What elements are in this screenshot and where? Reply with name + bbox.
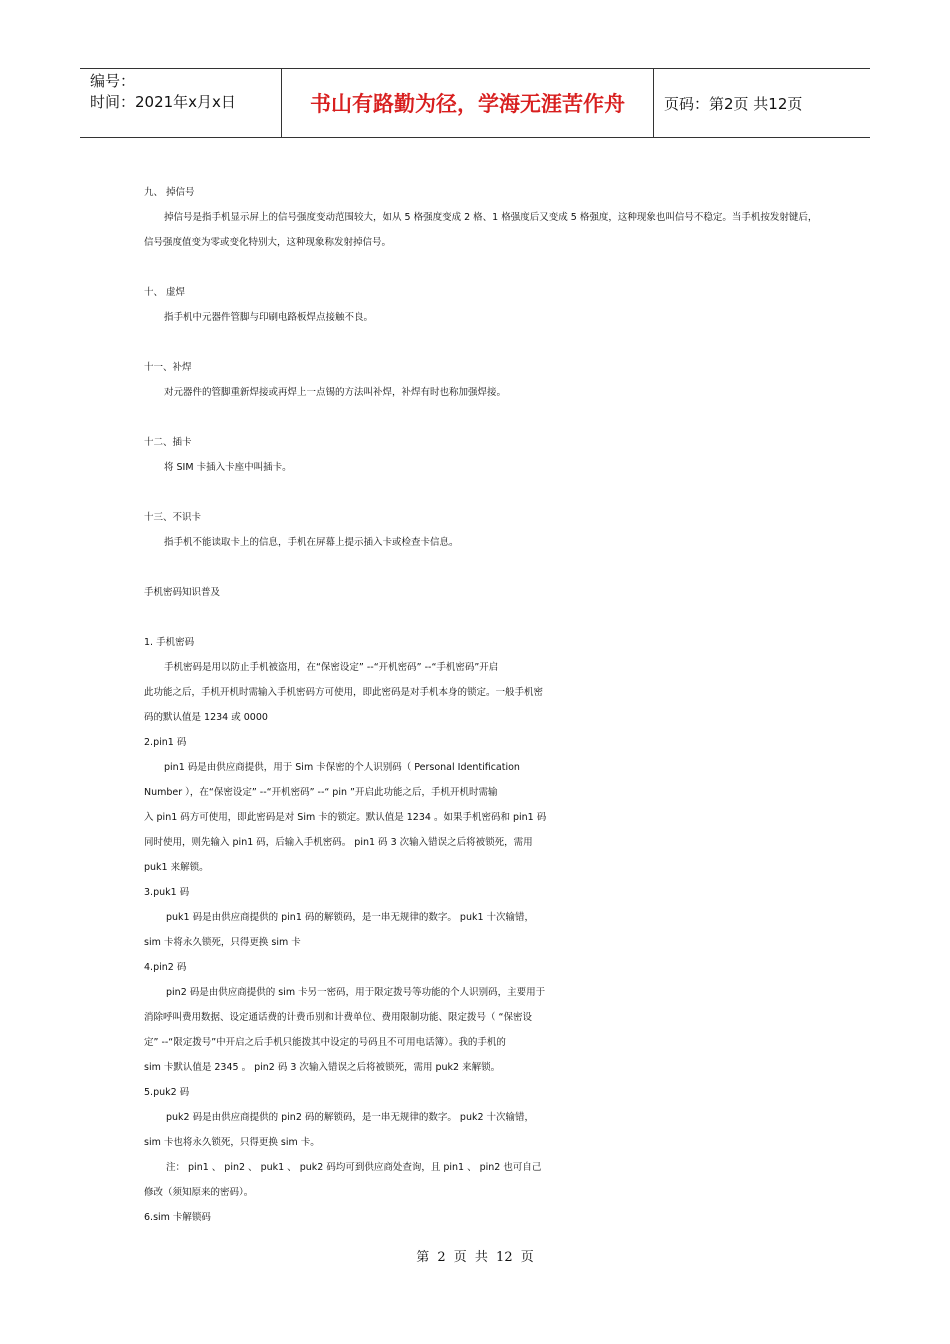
- text-line: 修改（须知原来的密码）。: [144, 1187, 254, 1198]
- header-motto: 书山有路勤为径，学海无涯苦作舟: [282, 69, 654, 137]
- header-meta: [80, 69, 282, 137]
- text-line: 十一、补焊: [144, 362, 192, 373]
- text-line: 消除呼叫费用数据、设定通话费的计费币别和计费单位、费用限制功能、限定拨号（ “保密设: [144, 1012, 532, 1023]
- text-line: 十二、插卡: [144, 437, 192, 448]
- doc-time: 时间：2021年x月x日: [90, 93, 236, 111]
- text-line: 手机密码知识普及: [144, 587, 221, 598]
- text-line: 此功能之后，手机开机时需输入手机密码方可使用，即此密码是对手机本身的锁定。一般手机密: [144, 687, 544, 698]
- text-line: pin1 码是由供应商提供，用于 Sim 卡保密的个人识别码（ Personal Identification: [164, 762, 520, 773]
- text-line: sim 卡默认值是 2345 。 pin2 码 3 次输入错误之后将被锁死，需用 puk2 来解锁。: [144, 1062, 501, 1073]
- blank-line: [144, 480, 824, 505]
- blank-line: [144, 330, 824, 355]
- text-line: 将 SIM 卡插入卡座中叫插卡。: [164, 462, 292, 473]
- text-line: sim 卡将永久锁死，只得更换 sim 卡: [144, 937, 301, 948]
- text-line: 手机密码是用以防止手机被盗用，在“保密设定” --“开机密码” --“手机密码”开启: [164, 662, 499, 673]
- text-line: puk1 来解锁。: [144, 862, 209, 873]
- text-line: puk2 码是由供应商提供的 pin2 码的解锁码，是一串无规律的数字。 puk2 十次输错，: [166, 1112, 535, 1123]
- text-line: 3.puk1 码: [144, 887, 190, 898]
- text-line: 2.pin1 码: [144, 737, 187, 748]
- text-line: 定” --“限定拨号”中开启之后手机只能拨其中设定的号码且不可用电话簿）。我的手机的: [144, 1037, 506, 1048]
- blank-line: [144, 605, 824, 630]
- header-page-number: 页码：第2页 共12页: [664, 94, 803, 113]
- blank-line: [144, 555, 824, 580]
- text-line: 4.pin2 码: [144, 962, 187, 973]
- text-line: 九、 掉信号: [144, 187, 195, 198]
- text-line: Number ），在“保密设定” --“开机密码” --“ pin ”开启此功能之后，手机开机时需输: [144, 787, 498, 798]
- document-body: [144, 180, 824, 1230]
- text-line: sim 卡也将永久锁死，只得更换 sim 卡。: [144, 1137, 320, 1148]
- page-footer: 第 2 页 共 12 页: [416, 1250, 534, 1265]
- blank-line: [144, 405, 824, 430]
- text-line: 码的默认值是 1234 或 0000: [144, 712, 268, 723]
- text-line: 6.sim 卡解锁码: [144, 1212, 211, 1223]
- text-line: 同时使用，则先输入 pin1 码，后输入手机密码。 pin1 码 3 次输入错误之后将被锁死，需用: [144, 837, 533, 848]
- blank-line: [144, 255, 824, 280]
- text-line: 指手机中元器件管脚与印刷电路板焊点接触不良。: [164, 312, 374, 323]
- text-line: 十、 虚焊: [144, 287, 186, 298]
- text-line: 注： pin1 、 pin2 、 puk1 、 puk2 码均可到供应商处查询，且 pin1 、 pin2 也可自己: [166, 1162, 542, 1173]
- text-line: 1. 手机密码: [144, 637, 195, 648]
- text-line: 信号强度值变为零或变化特别大，这种现象称发射掉信号。: [144, 237, 392, 248]
- text-line: 对元器件的管脚重新焊接或再焊上一点锡的方法叫补焊，补焊有时也称加强焊接。: [164, 387, 507, 398]
- text-line: 入 pin1 码方可使用，即此密码是对 Sim 卡的锁定。默认值是 1234 。如果手机密码和 pin1 码: [144, 812, 547, 823]
- text-line: puk1 码是由供应商提供的 pin1 码的解锁码，是一串无规律的数字。 puk1 十次输错，: [166, 912, 535, 923]
- text-line: pin2 码是由供应商提供的 sim 卡另一密码，用于限定拨号等功能的个人识别码，主要用于: [166, 987, 546, 998]
- page-header: [80, 68, 870, 138]
- text-line: 指手机不能读取卡上的信息，手机在屏幕上提示插入卡或检查卡信息。: [164, 537, 459, 548]
- text-line: 十三、不识卡: [144, 512, 202, 523]
- text-line: 掉信号是指手机显示屏上的信号强度变动范围较大，如从 5 格强度变成 2 格、1 格强度后又变成 5 格强度，这种现象也叫信号不稳定。当手机按发射键后，: [164, 212, 818, 223]
- doc-code: 编号：: [90, 72, 136, 90]
- text-line: 5.puk2 码: [144, 1087, 190, 1098]
